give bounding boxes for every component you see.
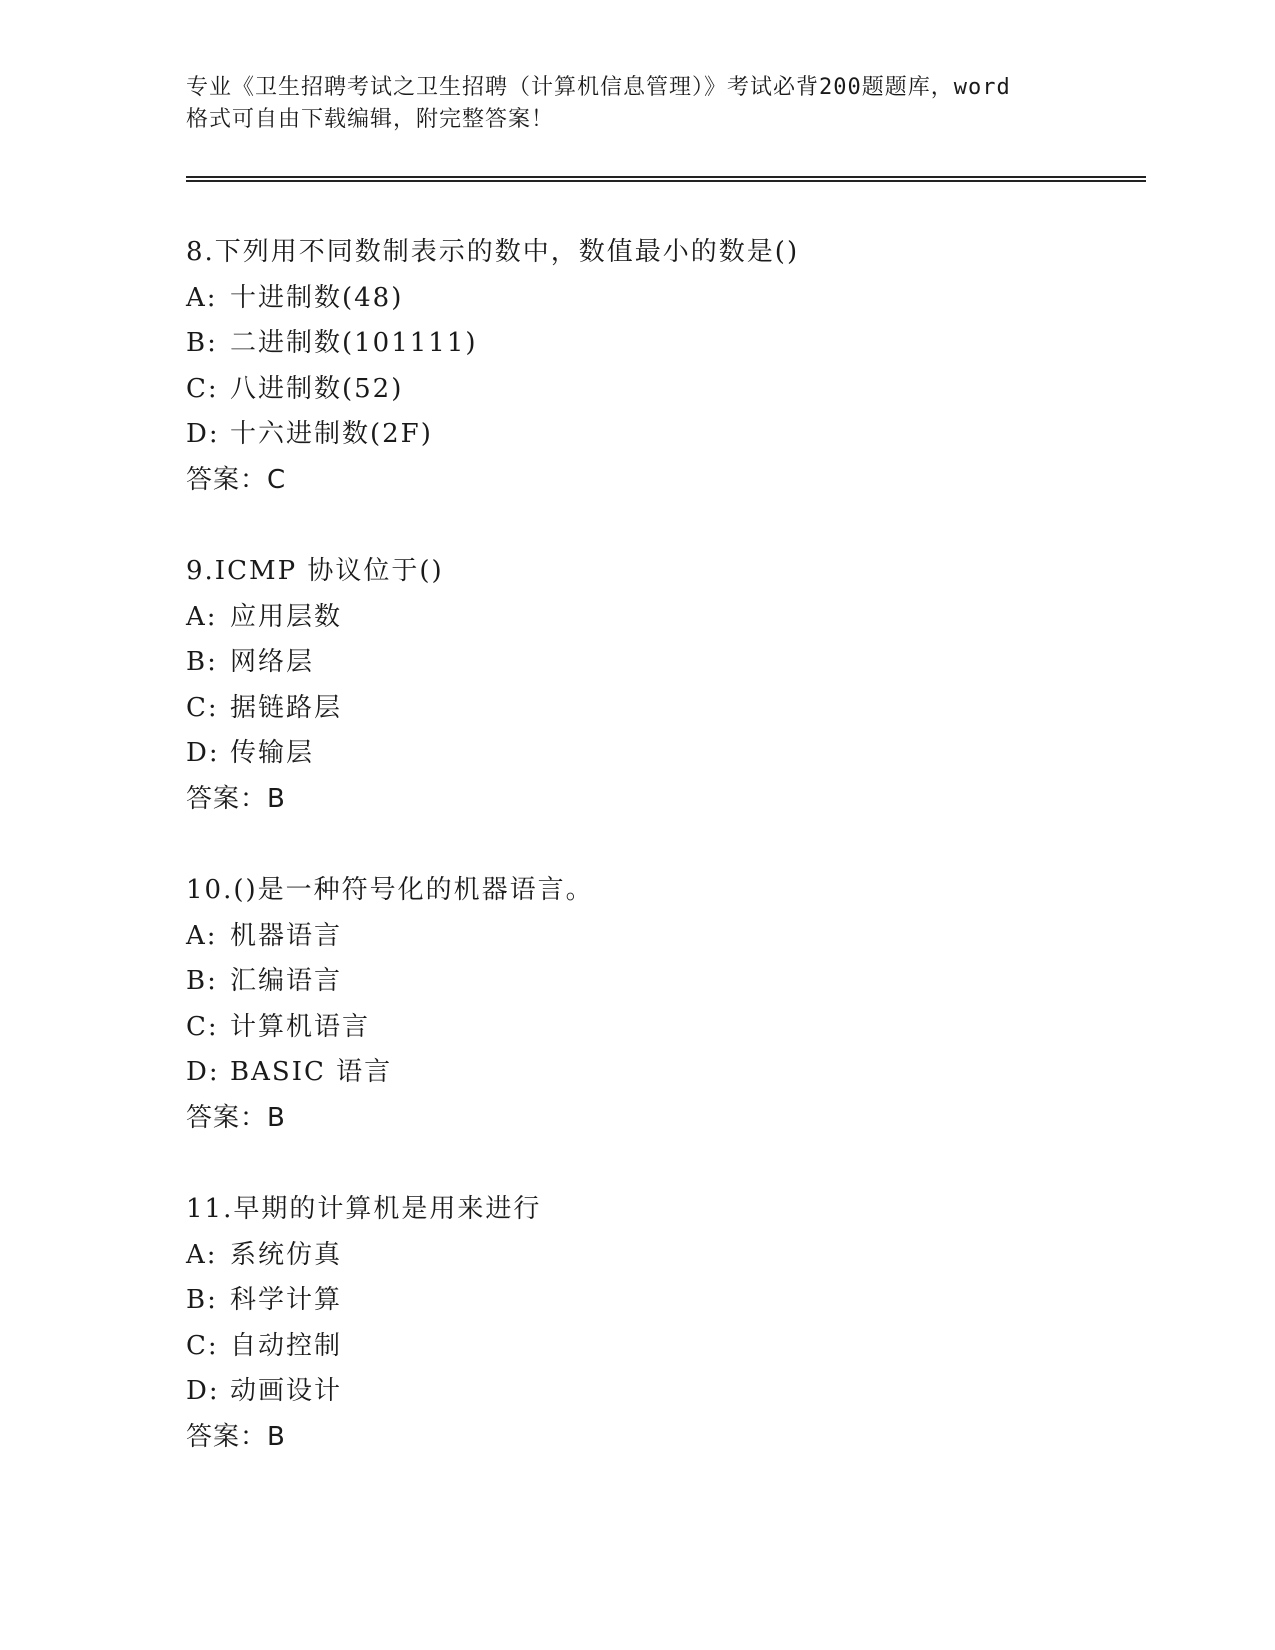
option-d	[186, 412, 1146, 458]
option-letter: D:	[186, 419, 220, 449]
option-letter: C:	[186, 1330, 219, 1361]
option-b	[186, 1278, 1146, 1324]
answer-line: 答案：B	[186, 1102, 286, 1133]
option-text: 系统仿真	[230, 1239, 343, 1270]
answer-line: 答案：B	[186, 783, 286, 814]
option-letter: B:	[186, 966, 218, 996]
question-10	[186, 868, 1146, 1141]
option-text: 据链路层	[230, 692, 343, 723]
option-d	[186, 1369, 1146, 1415]
option-d	[186, 731, 1146, 777]
option-letter: B:	[186, 328, 218, 358]
option-letter: A:	[186, 601, 218, 632]
option-text: 网络层	[230, 647, 315, 677]
header-line-1: 专业《卫生招聘考试之卫生招聘（计算机信息管理）》考试必背200题题库，word	[186, 75, 1011, 100]
option-c	[186, 367, 1146, 413]
header-line-2: 格式可自由下载编辑，附完整答案！	[186, 107, 555, 132]
option-text: 传输层	[230, 738, 315, 768]
option-a	[186, 276, 1146, 322]
option-letter: D:	[186, 1376, 220, 1406]
question-stem: 11.早期的计算机是用来进行	[186, 1194, 542, 1224]
option-a	[186, 914, 1146, 960]
option-text: 汇编语言	[230, 966, 343, 996]
option-c	[186, 1324, 1146, 1370]
question-stem: 9.ICMP 协议位于()	[186, 556, 444, 586]
option-text: BASIC 语言	[230, 1057, 393, 1087]
option-text: 二进制数(101111)	[230, 328, 478, 358]
option-letter: C:	[186, 692, 219, 723]
option-letter: A:	[186, 1239, 218, 1270]
option-letter: B:	[186, 1285, 218, 1315]
option-letter: D:	[186, 1057, 220, 1087]
option-text: 自动控制	[230, 1330, 343, 1361]
option-c	[186, 1005, 1146, 1051]
option-a	[186, 595, 1146, 641]
option-text: 八进制数(52)	[230, 373, 404, 404]
option-letter: A:	[186, 282, 218, 313]
option-letter: C:	[186, 1011, 219, 1042]
option-text: 科学计算	[230, 1285, 343, 1315]
option-c	[186, 686, 1146, 732]
option-letter: A:	[186, 920, 218, 951]
option-text: 十六进制数(2F)	[230, 419, 433, 449]
answer-line: 答案：B	[186, 1421, 286, 1452]
option-letter: D:	[186, 738, 220, 768]
question-8	[186, 230, 1146, 503]
option-text: 十进制数(48)	[230, 282, 404, 313]
question-11	[186, 1187, 1146, 1460]
answer-line: 答案：C	[186, 464, 287, 495]
question-stem: 8.下列用不同数制表示的数中，数值最小的数是()	[186, 237, 800, 267]
option-a	[186, 1233, 1146, 1279]
question-9	[186, 549, 1146, 822]
option-b	[186, 640, 1146, 686]
option-text: 机器语言	[230, 920, 343, 951]
option-text: 应用层数	[230, 601, 343, 632]
question-list	[186, 230, 1146, 1506]
option-letter: C:	[186, 373, 219, 404]
document-header	[186, 72, 1086, 136]
option-text: 计算机语言	[230, 1011, 371, 1042]
header-double-rule	[186, 176, 1146, 182]
option-b	[186, 321, 1146, 367]
option-d	[186, 1050, 1146, 1096]
option-text: 动画设计	[230, 1376, 343, 1406]
question-stem: 10.()是一种符号化的机器语言。	[186, 875, 594, 905]
option-letter: B:	[186, 647, 218, 677]
option-b	[186, 959, 1146, 1005]
